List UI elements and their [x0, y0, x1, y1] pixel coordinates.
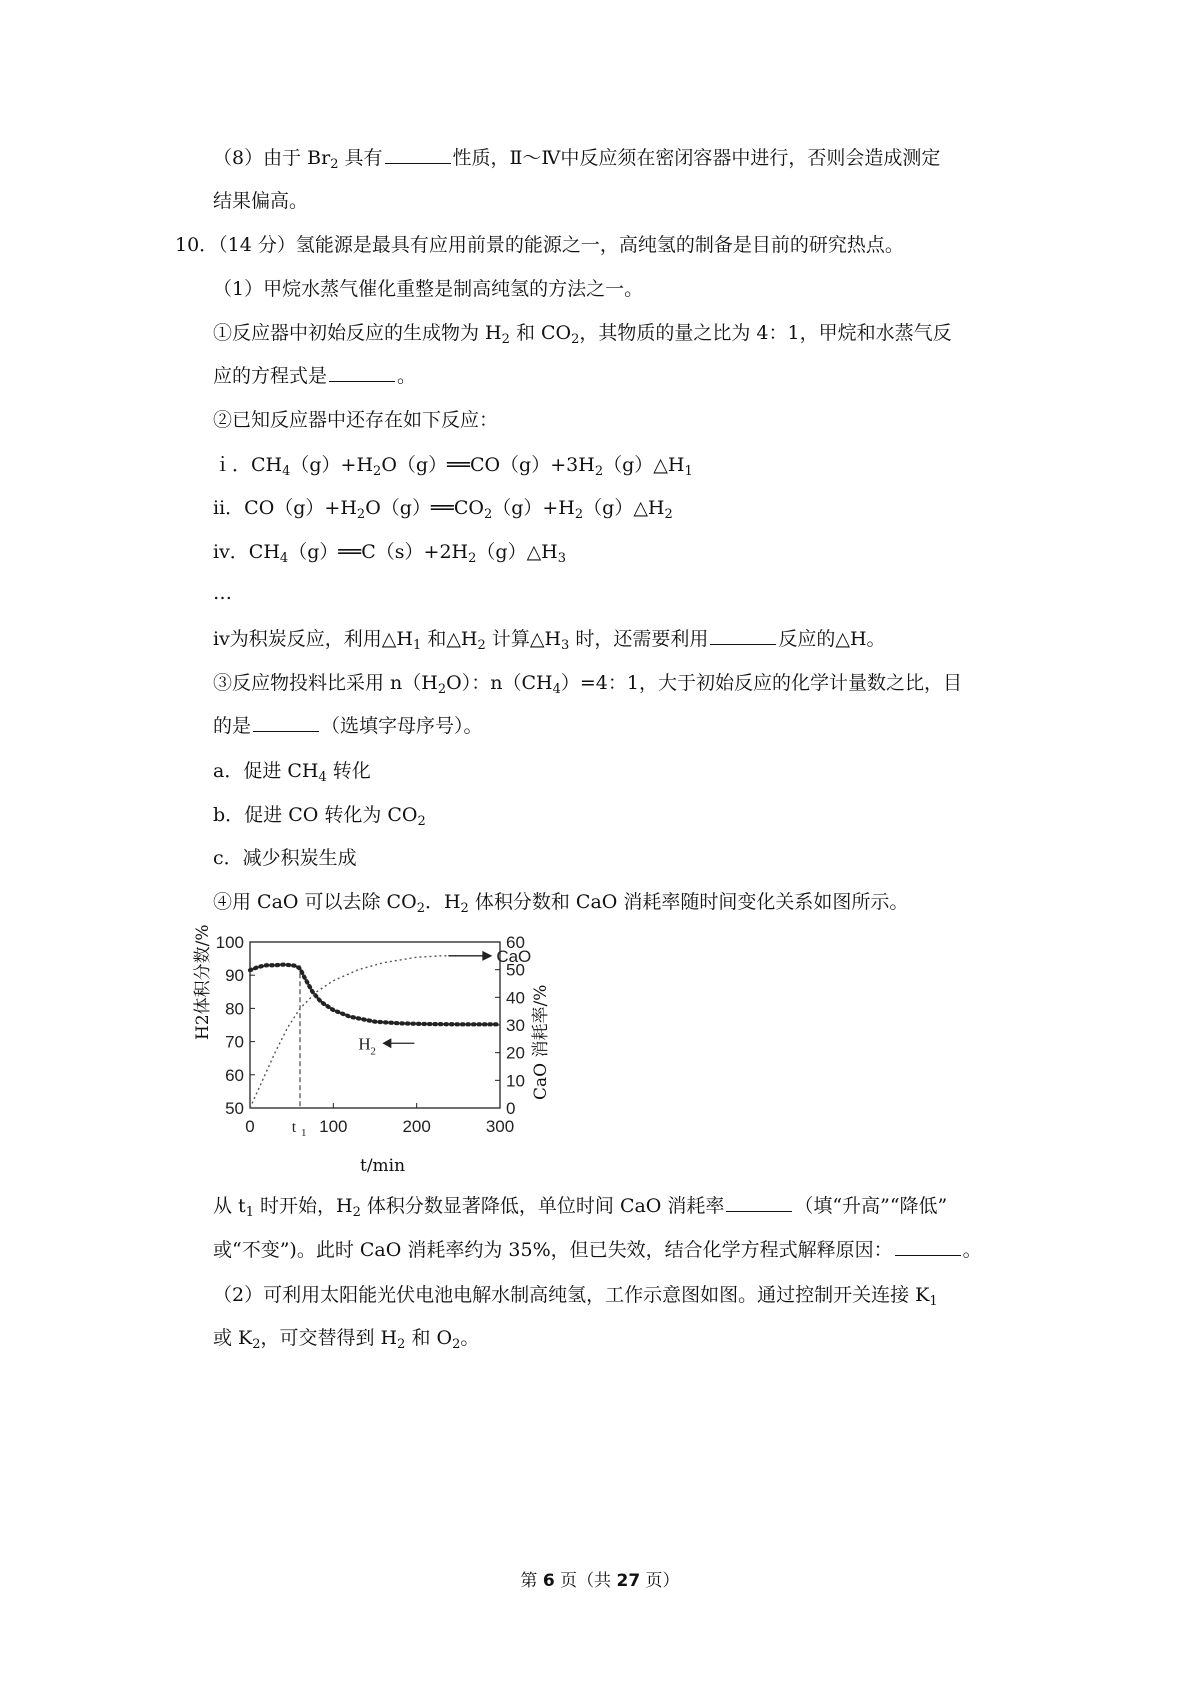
y-right-tick-label: 0: [506, 1099, 516, 1118]
answer-blank[interactable]: [726, 1194, 792, 1212]
answer-blank[interactable]: [710, 627, 776, 645]
answer-blank[interactable]: [253, 714, 319, 732]
y-left-tick-label: 70: [225, 1032, 244, 1052]
t1-line2: 或“不变”)。此时 CaO 消耗率约为 35%，但已失效，结合化学方程式解释原因： 。: [213, 1239, 982, 1261]
part1-title: （1）甲烷水蒸气催化重整是制高纯氢的方法之一。: [213, 278, 644, 300]
x-tick-label: 300: [485, 1117, 515, 1136]
h2-label-subscript: 2: [370, 1045, 376, 1058]
iv-note: ⅳ为积炭反应，利用$\triangle H_1$ 和$\triangle H_2$ 计算$\triangle H_3$ 时，还需要利用 反应的△H。: [213, 628, 886, 653]
y-left-tick-label: 50: [225, 1099, 244, 1118]
t1-line1: 从 $t_1$ 时开始，$H_2$ 体积分数显著降低，单位时间 CaO 消耗率 （填“升高”“降低”: [213, 1195, 948, 1220]
y-right-tick-label: 20: [506, 1043, 525, 1063]
y-left-tick-label: 60: [225, 1065, 244, 1085]
y-right-tick-label: 60: [506, 933, 525, 952]
reaction-iv: ⅳ．$CH_4(g)══C(s)+2H_2(g)\triangle H_3$: [213, 541, 567, 566]
x-tick-label: 0: [245, 1117, 255, 1136]
reaction-ii: ⅱ．$CO(g)+H_2O(g)══CO_2(g)+H_2(g)\triangle H_2$: [213, 497, 673, 522]
page-footer: 第 6 页（共 27 页）: [520, 1571, 680, 1591]
y-right-label: CaO 消耗率/%: [531, 984, 551, 1100]
series-H2: [250, 965, 500, 1025]
item2-intro: ②已知反应器中还存在如下反应：: [213, 409, 499, 431]
part2-line2: 或 $K_2$，可交替得到 $H_2$ 和 $O_2$。: [213, 1327, 480, 1352]
x-tick-label: 100: [319, 1117, 348, 1136]
h2-cao-chart: [210, 930, 570, 1145]
option-a: a．促进 $CH_4$ 转化: [213, 760, 371, 785]
item4-intro: ④用 CaO 可以去除 $CO_2$．$H_2$ 体积分数和 CaO 消耗率随时间变化关系如图所示。: [213, 891, 909, 916]
option-c: c．减少积炭生成: [213, 847, 357, 869]
series-CaO: [250, 956, 458, 1108]
cao-arrow-head: [482, 951, 492, 961]
t1-label: t: [291, 1119, 297, 1136]
option-b: b．促进 CO 转化为 $CO_2$: [213, 804, 426, 829]
x-tick-label: 200: [402, 1117, 431, 1136]
item3-line1: ③反应物投料比采用 $n(H_2O)$：$n(CH_4)=4$：1，大于初始反应的化学计量数之比，目: [213, 672, 962, 697]
y-left-tick-label: 80: [225, 999, 244, 1019]
reaction-i: ｉ．$CH_4(g)+H_2O(g)══CO(g)+3H_2(g)\triangle H_1$: [213, 454, 693, 479]
y-left-tick-label: 100: [215, 933, 244, 952]
y-right-tick-label: 50: [506, 960, 525, 980]
y-right-tick-label: 10: [506, 1071, 525, 1091]
answer-blank[interactable]: [895, 1238, 961, 1256]
h2-arrow-head: [382, 1038, 391, 1048]
answer-blank[interactable]: [329, 364, 395, 382]
item1-line2: 应的方程式是 。: [213, 365, 417, 387]
t1-subscript: 1: [301, 1127, 307, 1139]
y-left-tick-label: 90: [225, 966, 244, 986]
part2-line1: （2）可利用太阳能光伏电池电解水制高纯氢，工作示意图如图。通过控制开关连接 $K_1$: [213, 1284, 938, 1309]
q8-line2: 结果偏高。: [213, 190, 309, 212]
cao-label: CaO: [496, 946, 532, 966]
question-10-title: 10．（14 分）氢能源是最具有应用前景的能源之一，高纯氢的制备是目前的研究热点。: [175, 234, 904, 256]
y-left-label: H2体积分数/%: [193, 924, 213, 1040]
y-right-tick-label: 30: [506, 1016, 525, 1035]
h2-label: H: [358, 1034, 371, 1054]
x-axis-label: t/min: [360, 1156, 406, 1176]
y-right-tick-label: 40: [506, 988, 525, 1008]
item3-line2: 的是 （选填字母序号）。: [213, 715, 483, 737]
q8-line1: （8）由于 $Br_2$ 具有 性质，Ⅱ～Ⅳ中反应须在密闭容器中进行，否则会造成测定: [213, 147, 941, 172]
item1-line1: ①反应器中初始反应的生成物为 $H_2$ 和 $CO_2$，其物质的量之比为 4：1，甲烷和水蒸气反: [213, 322, 952, 347]
answer-blank[interactable]: [385, 146, 451, 164]
ellipsis: …: [213, 582, 232, 604]
